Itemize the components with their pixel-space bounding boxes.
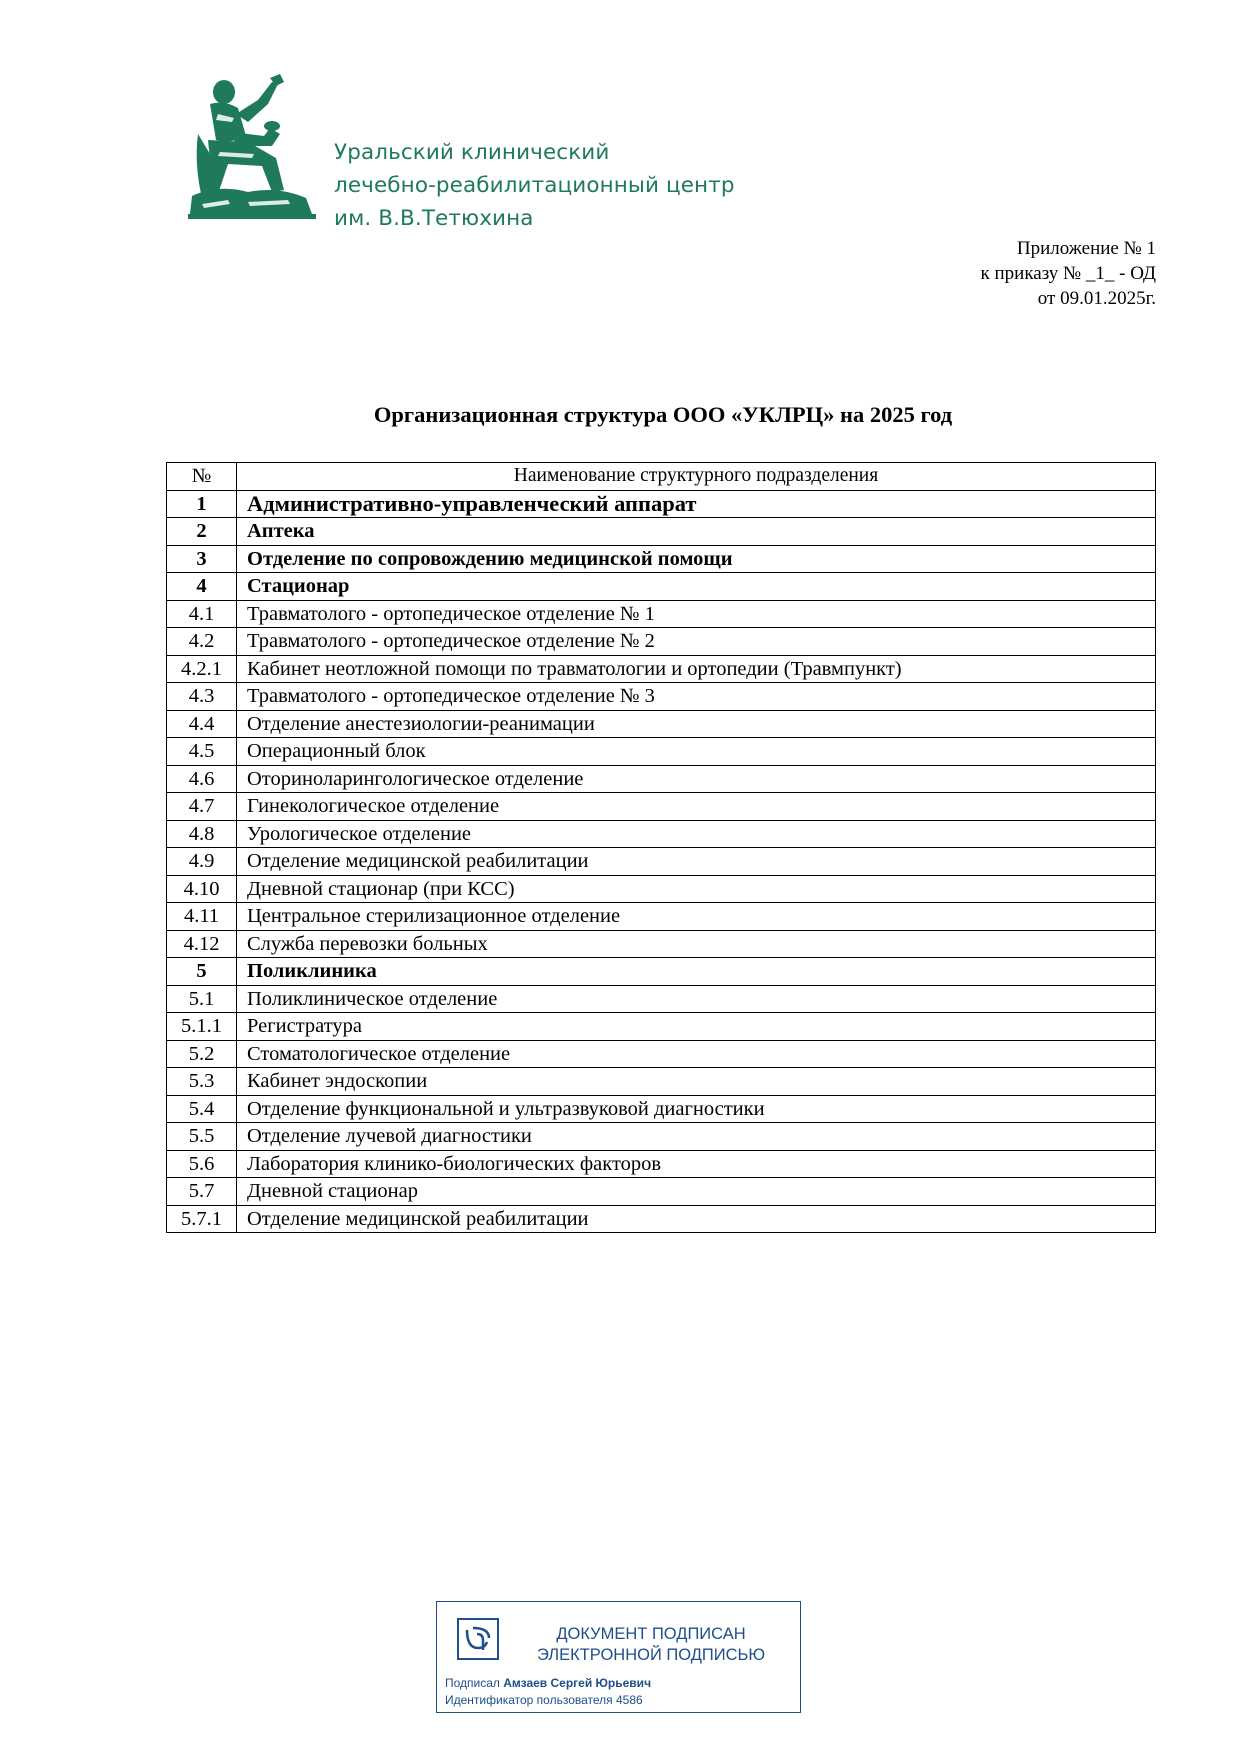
table-row — [167, 600, 1156, 628]
row-department-name: Лаборатория клинико-биологических факторов — [237, 1150, 1156, 1178]
row-department-name: Травматолого - ортопедическое отделение № 2 — [237, 628, 1156, 656]
org-name-line-1: Уральский клинический — [334, 140, 610, 165]
table-row — [167, 1013, 1156, 1041]
stamp-signer — [445, 1676, 651, 1690]
table-row — [167, 518, 1156, 546]
table-row — [167, 1123, 1156, 1151]
row-number: 4.6 — [167, 765, 237, 793]
row-department-name: Отделение медицинской реабилитации — [237, 848, 1156, 876]
table-row — [167, 985, 1156, 1013]
header-department-name: Наименование структурного подразделения — [237, 463, 1156, 491]
row-department-name: Дневной стационар — [237, 1178, 1156, 1206]
document-title: Организационная структура ООО «УКЛРЦ» на 2025 год — [373, 402, 953, 427]
row-number: 5.6 — [167, 1150, 237, 1178]
table-header-row — [167, 463, 1156, 491]
row-number: 4.8 — [167, 820, 237, 848]
row-number: 4.11 — [167, 903, 237, 931]
row-department-name: Стоматологическое отделение — [237, 1040, 1156, 1068]
row-number: 4 — [167, 573, 237, 601]
row-number: 4.4 — [167, 710, 237, 738]
signed-by-label: Подписал — [445, 1676, 504, 1690]
row-number: 4.10 — [167, 875, 237, 903]
table-row — [167, 930, 1156, 958]
row-department-name: Кабинет неотложной помощи по травматологии и ортопедии (Травмпункт) — [237, 655, 1156, 683]
table-row — [167, 820, 1156, 848]
row-department-name: Административно-управленческий аппарат — [237, 490, 1156, 518]
row-department-name: Отделение лучевой диагностики — [237, 1123, 1156, 1151]
appendix-line-1: Приложение № 1 — [1016, 238, 1156, 259]
table-row — [167, 738, 1156, 766]
row-number: 4.7 — [167, 793, 237, 821]
table-row — [167, 490, 1156, 518]
row-department-name: Аптека — [237, 518, 1156, 546]
signature-stamp-icon — [457, 1618, 499, 1660]
table-row — [167, 958, 1156, 986]
row-number: 4.1 — [167, 600, 237, 628]
row-number: 1 — [167, 490, 237, 518]
row-number: 5.1 — [167, 985, 237, 1013]
row-number: 5.7 — [167, 1178, 237, 1206]
structure-table — [166, 462, 1156, 1233]
table-row — [167, 628, 1156, 656]
row-number: 4.2.1 — [167, 655, 237, 683]
row-department-name: Дневной стационар (при КСС) — [237, 875, 1156, 903]
row-department-name: Служба перевозки больных — [237, 930, 1156, 958]
row-department-name: Урологическое отделение — [237, 820, 1156, 848]
table-row — [167, 1095, 1156, 1123]
table-row — [167, 1205, 1156, 1233]
row-department-name: Стационар — [237, 573, 1156, 601]
electronic-signature-stamp — [436, 1601, 801, 1713]
org-name-line-3: им. В.В.Тетюхина — [334, 206, 534, 231]
organization-name — [334, 136, 735, 235]
table-row — [167, 655, 1156, 683]
row-department-name: Операционный блок — [237, 738, 1156, 766]
table-row — [167, 793, 1156, 821]
table-row — [167, 545, 1156, 573]
row-number: 3 — [167, 545, 237, 573]
table-row — [167, 903, 1156, 931]
row-number: 4.3 — [167, 683, 237, 711]
row-number: 5.4 — [167, 1095, 237, 1123]
row-department-name: Поликлиника — [237, 958, 1156, 986]
stamp-heading-line-2: ЭЛЕКТРОННОЙ ПОДПИСЬЮ — [536, 1646, 766, 1664]
row-department-name: Отделение медицинской реабилитации — [237, 1205, 1156, 1233]
row-number: 5.1.1 — [167, 1013, 237, 1041]
row-number: 4.12 — [167, 930, 237, 958]
table-row — [167, 683, 1156, 711]
seated-figure-logo — [188, 74, 316, 224]
row-number: 5.7.1 — [167, 1205, 237, 1233]
table-row — [167, 1150, 1156, 1178]
row-department-name: Травматолого - ортопедическое отделение № 1 — [237, 600, 1156, 628]
row-number: 5.2 — [167, 1040, 237, 1068]
table-row — [167, 573, 1156, 601]
table-row — [167, 1068, 1156, 1096]
row-department-name: Отделение анестезиологии-реанимации — [237, 710, 1156, 738]
table-row — [167, 1040, 1156, 1068]
table-body — [167, 490, 1156, 1233]
table-row — [167, 765, 1156, 793]
table-row — [167, 875, 1156, 903]
row-number: 2 — [167, 518, 237, 546]
row-department-name: Кабинет эндоскопии — [237, 1068, 1156, 1096]
table-row — [167, 710, 1156, 738]
row-department-name: Поликлиническое отделение — [237, 985, 1156, 1013]
stamp-heading — [517, 1624, 785, 1666]
row-number: 5.3 — [167, 1068, 237, 1096]
row-department-name: Регистратура — [237, 1013, 1156, 1041]
row-department-name: Оториноларингологическое отделение — [237, 765, 1156, 793]
appendix-block — [981, 236, 1157, 311]
row-number: 5 — [167, 958, 237, 986]
row-number: 5.5 — [167, 1123, 237, 1151]
row-department-name: Отделение функциональной и ультразвуковой диагностики — [237, 1095, 1156, 1123]
table-row — [167, 1178, 1156, 1206]
appendix-line-2: к приказу № _1_ - ОД — [980, 263, 1156, 284]
table-row — [167, 848, 1156, 876]
stamp-heading-line-1: ДОКУМЕНТ ПОДПИСАН — [556, 1625, 746, 1643]
stamp-user-id: Идентификатор пользователя 4586 — [445, 1693, 643, 1707]
row-department-name: Травматолого - ортопедическое отделение № 3 — [237, 683, 1156, 711]
row-department-name: Гинекологическое отделение — [237, 793, 1156, 821]
header-number: № — [167, 463, 237, 491]
row-number: 4.2 — [167, 628, 237, 656]
appendix-line-3: от 09.01.2025г. — [1037, 288, 1156, 309]
row-department-name: Центральное стерилизационное отделение — [237, 903, 1156, 931]
org-name-line-2: лечебно-реабилитационный центр — [334, 173, 735, 198]
row-number: 4.5 — [167, 738, 237, 766]
row-number: 4.9 — [167, 848, 237, 876]
signer-name: Амзаев Сергей Юрьевич — [503, 1676, 652, 1690]
row-department-name: Отделение по сопровождению медицинской помощи — [237, 545, 1156, 573]
